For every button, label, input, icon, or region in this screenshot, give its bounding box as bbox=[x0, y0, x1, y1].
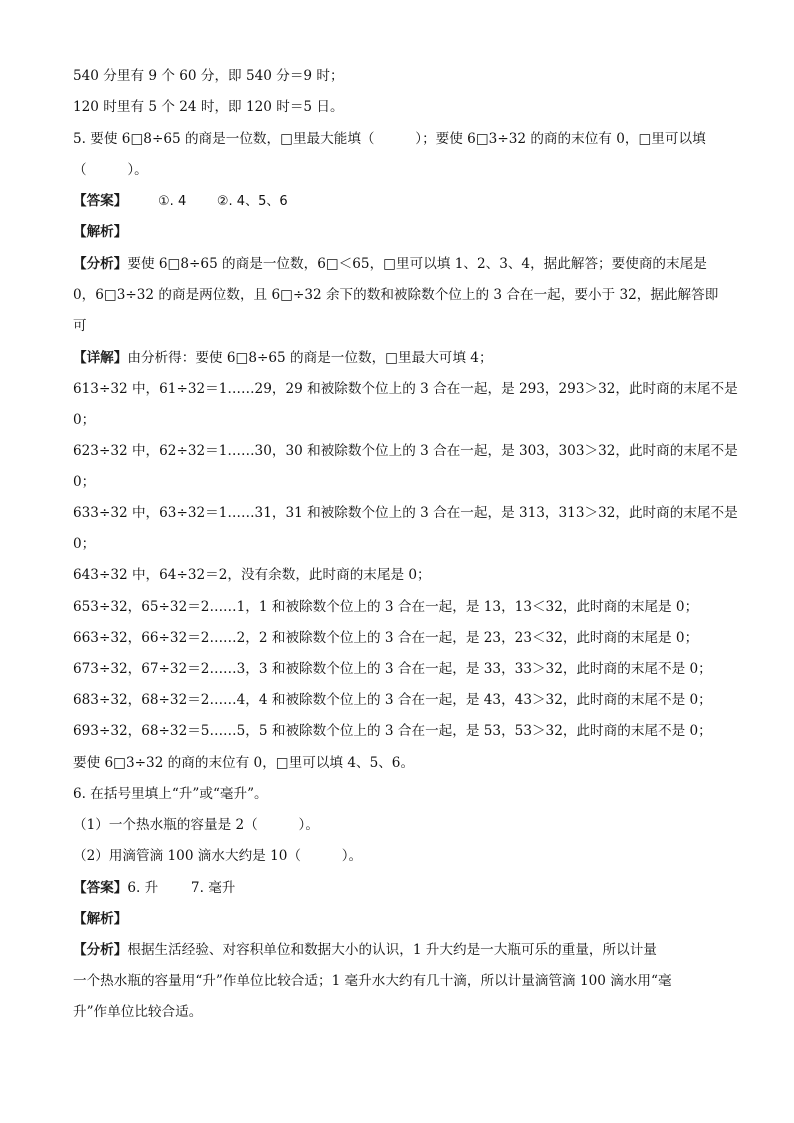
analysis-row bbox=[73, 255, 707, 273]
answer-item: 6. 升 bbox=[127, 880, 159, 896]
analysis-row bbox=[73, 941, 657, 959]
analysis-text: 0，6□3÷32 的商是两位数，且 6□÷32 余下的数和被除数个位上的 3 合在一起，要小于 32，据此解答即 bbox=[73, 287, 719, 303]
calc-line: 663÷32，66÷32＝2……2，2 和被除数个位上的 3 合在一起，是 23，23＜32，此时商的末尾是 0； bbox=[73, 630, 699, 646]
question-6: 6. 在括号里填上“升”或“毫升”。 bbox=[73, 786, 268, 802]
calc-line: 623÷32 中，62÷32＝1……30，30 和被除数个位上的 3 合在一起，是 303，303＞32，此时商的末尾不是 bbox=[73, 443, 738, 459]
detail-row bbox=[73, 349, 493, 367]
text-line: 540 分里有 9 个 60 分，即 540 分＝9 时； bbox=[73, 68, 344, 84]
calc-line: 653÷32，65÷32＝2……1，1 和被除数个位上的 3 合在一起，是 13，13＜32，此时商的末尾是 0； bbox=[73, 599, 699, 615]
calc-line: 683÷32，68÷32＝2……4，4 和被除数个位上的 3 合在一起，是 43，43＞32，此时商的末尾不是 0； bbox=[73, 692, 712, 708]
text-line: 120 时里有 5 个 24 时，即 120 时＝5 日。 bbox=[73, 99, 344, 115]
calc-line: 0； bbox=[73, 474, 96, 490]
detail-text: 由分析得：要使 6□8÷65 的商是一位数，□里最大可填 4； bbox=[127, 350, 493, 366]
question-6-2: （2）用滴管滴 100 滴水大约是 10（ ）。 bbox=[73, 848, 363, 864]
analysis-text: 根据生活经验、对容积单位和数据大小的认识，1 升大约是一大瓶可乐的重量，所以计量 bbox=[127, 942, 657, 958]
analysis-tag: 【解析】 bbox=[73, 224, 128, 240]
question-5: 5. 要使 6□8÷65 的商是一位数，□里最大能填（ ）；要使 6□3÷32 的商的末位有 0，□里可以填 bbox=[73, 131, 706, 147]
question-6-1: （1）一个热水瓶的容量是 2（ ）。 bbox=[73, 817, 319, 833]
answer-item: ①. 4 bbox=[158, 194, 187, 209]
question-5-cont: （ ）。 bbox=[73, 162, 148, 178]
calc-line: 633÷32 中，63÷32＝1……31，31 和被除数个位上的 3 合在一起，是 313，313＞32，此时商的末尾不是 bbox=[73, 505, 738, 521]
calc-line: 643÷32 中，64÷32＝2，没有余数，此时商的末尾是 0； bbox=[73, 567, 431, 583]
conclusion-line: 要使 6□3÷32 的商的末位有 0，□里可以填 4、5、6。 bbox=[73, 755, 415, 771]
calc-line: 0； bbox=[73, 536, 96, 552]
calc-line: 673÷32，67÷32＝2……3，3 和被除数个位上的 3 合在一起，是 33，33＞32，此时商的末尾不是 0； bbox=[73, 661, 712, 677]
analysis-text: 可 bbox=[73, 318, 87, 334]
calc-line: 0； bbox=[73, 412, 96, 428]
answer-row-5 bbox=[73, 192, 288, 211]
calc-line: 693÷32，68÷32＝5……5，5 和被除数个位上的 3 合在一起，是 53，53＞32，此时商的末尾不是 0； bbox=[73, 723, 712, 739]
calc-line: 613÷32 中，61÷32＝1……29，29 和被除数个位上的 3 合在一起，是 293，293＞32，此时商的末尾不是 bbox=[73, 381, 738, 397]
analysis-text: 要使 6□8÷65 的商是一位数，6□＜65，□里可以填 1、2、3、4，据此解答；要使商的末尾是 bbox=[127, 256, 707, 272]
fenxi-tag: 【分析】 bbox=[73, 942, 128, 958]
analysis-text: 一个热水瓶的容量用“升”作单位比较合适；1 毫升水大约有几十滴，所以计量滴管滴 100 滴水用“毫 bbox=[73, 973, 672, 989]
xiangjie-tag: 【详解】 bbox=[73, 350, 128, 366]
answer-row-6 bbox=[73, 879, 235, 897]
answer-item: ②. 4、5、6 bbox=[216, 194, 288, 209]
fenxi-tag: 【分析】 bbox=[73, 256, 128, 272]
answer-tag: 【答案】 bbox=[73, 193, 128, 209]
answer-item: 7. 毫升 bbox=[190, 880, 236, 896]
analysis-text: 升”作单位比较合适。 bbox=[73, 1004, 203, 1020]
answer-tag: 【答案】 bbox=[73, 880, 128, 896]
analysis-tag: 【解析】 bbox=[73, 911, 128, 927]
